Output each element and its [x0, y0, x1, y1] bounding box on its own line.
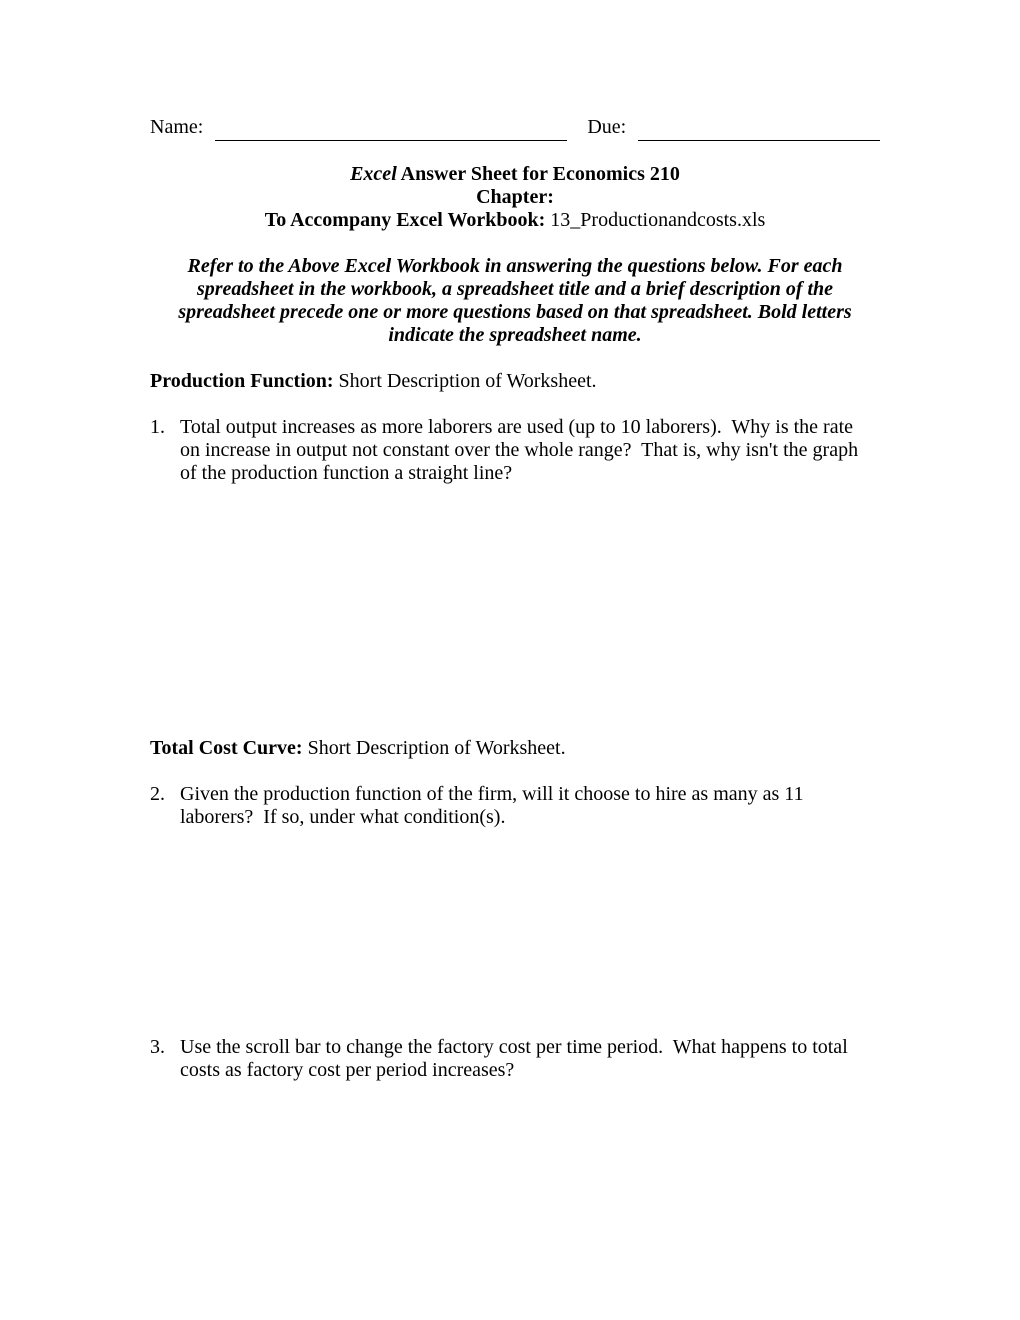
section-total-cost-heading	[150, 737, 880, 760]
instructions-paragraph: Refer to the Above Excel Workbook in answering the questions below. For each spreadsheet in the workbook, a spreadsheet title and a brief description of the spreadsheet precede one or more questions based on that spreadsheet. Bold letters indicate the spreadsheet name.	[178, 255, 852, 346]
name-label: Name:	[150, 116, 204, 138]
due-blank-field[interactable]	[638, 116, 880, 141]
chapter-line: Chapter:	[476, 186, 554, 208]
workbook-filename: 13_Productionandcosts.xls	[545, 209, 766, 231]
section-production-label: Production Function:	[150, 370, 334, 392]
section-production-description: Short Description of Worksheet.	[333, 370, 597, 392]
question-2-number: 2.	[150, 783, 165, 805]
document-header	[150, 163, 880, 232]
question-3	[150, 1036, 880, 1082]
title-rest: Answer Sheet for Economics 210	[396, 163, 680, 185]
question-2-text: Given the production function of the firm, will it choose to hire as many as 11 laborers? If so, under what condition(s).	[180, 783, 809, 828]
section-production-heading	[150, 370, 880, 393]
question-1-number: 1.	[150, 416, 165, 438]
question-2	[150, 783, 880, 829]
name-due-row	[150, 113, 880, 141]
workbook-label: To Accompany Excel Workbook:	[264, 209, 546, 231]
name-blank-field[interactable]	[215, 116, 567, 141]
section-total-cost-label: Total Cost Curve:	[150, 737, 303, 759]
question-1	[150, 416, 880, 485]
due-label: Due:	[587, 116, 627, 138]
question-3-number: 3.	[150, 1036, 165, 1058]
workbook-line	[150, 209, 880, 232]
page-title	[150, 163, 880, 186]
section-total-cost-description: Short Description of Worksheet.	[302, 737, 566, 759]
title-emphasis: Excel	[350, 163, 397, 185]
question-3-text: Use the scroll bar to change the factory cost per time period. What happens to total costs as factory cost per period increases?	[180, 1036, 853, 1081]
question-1-text: Total output increases as more laborers are used (up to 10 laborers). Why is the rate on increase in output not constant over the whole range? That is, why isn't the graph of the production function a straight line?	[180, 416, 864, 484]
